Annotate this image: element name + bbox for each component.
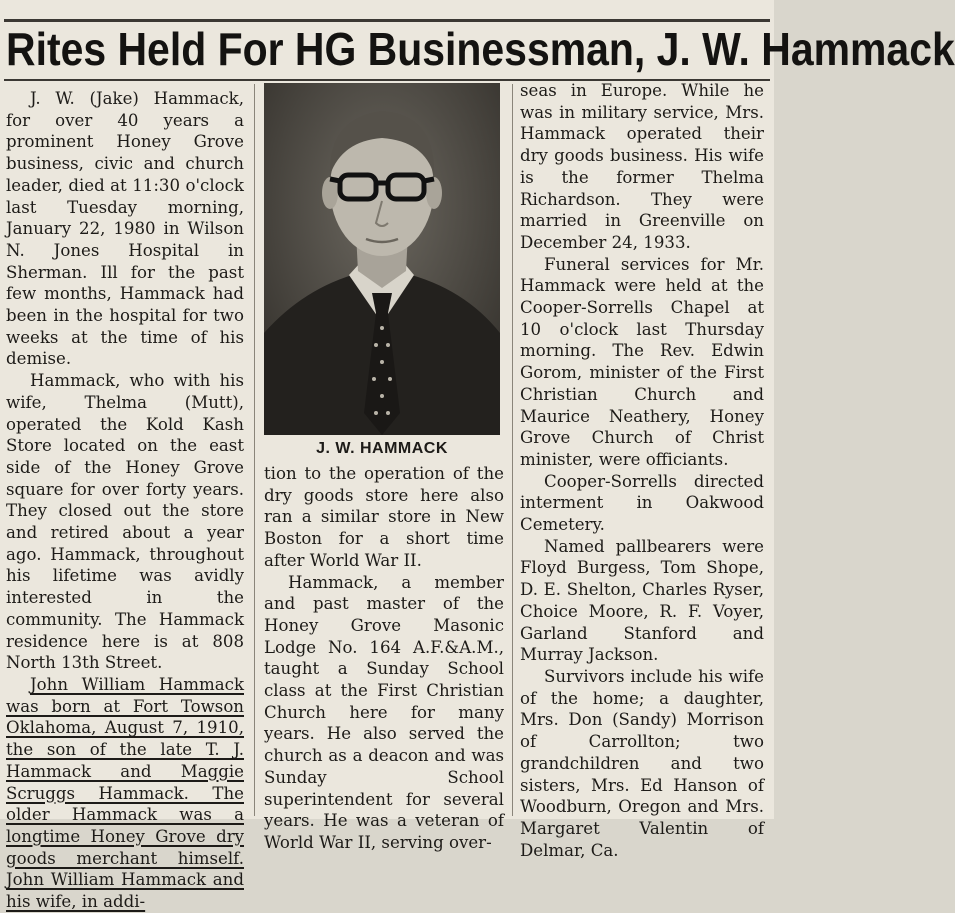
column-divider: [512, 84, 513, 816]
paragraph-new-boston-store: tion to the operation of the dry goods store here also ran a similar store in New Boston for a short time after World War II.: [264, 464, 504, 570]
paragraph-military-service: seas in Europe. While he was in military service, Mrs. Hammack operated their dry goods business. His wife is the former Thelma Richardson. They were married in Greenville on December 24, 1933.: [520, 81, 764, 252]
paragraph-survivors: Survivors include his wife of the home; a daughter, Mrs. Don (Sandy) Morrison of Carrollton; two grandchildren and two sisters, Mrs. Ed Hanson of Woodburn, Oregon and Mrs. Margaret Valentin of Delmar, Ca.: [520, 666, 764, 860]
portrait-illustration: [264, 83, 500, 435]
paragraph-death-notice: J. W. (Jake) Hammack, for over 40 years a prominent Honey Grove business, civic and church leader, died at 11:30 o'clock last Tuesday morning, January 22, 1980 in Wilson N. Jones Hospital in Sherman. Ill for the past few months, Hammack had been in the hospital for two weeks at the time of his demise.: [6, 89, 244, 369]
headline: Rites Held For HG Businessman, J. W. Hammack: [6, 23, 955, 75]
paragraph-kold-kash-store: Hammack, who with his wife, Thelma (Mutt), operated the Kold Kash Store located on the east side of the Honey Grove square for over forty years. They closed out the store and retired about a year ago. Hammack, throughout his lifetime was avidly interested in the community. The Hammack residence here is at 808 North 13th Street.: [6, 371, 244, 673]
paragraph-pallbearers: Named pallbearers were Floyd Burgess, Tom Shope, D. E. Shelton, Charles Ryser, Choice Moore, R. F. Voyer, Garland Stanford and Murray Jackson.: [520, 536, 764, 665]
paragraph-birth: John William Hammack was born at Fort Towson Oklahoma, August 7, 1910, the son of the late T. J. Hammack and Maggie Scruggs Hammack. The older Hammack was a longtime Honey Grove dry goods merchant himself. John William Hammack and his wife, in addi-: [6, 674, 244, 912]
paragraph-funeral-services: Funeral services for Mr. Hammack were held at the Cooper-Sorrells Chapel at 10 o'clock last Thursday morning. The Rev. Edwin Gorom, minister of the First Christian Church and Maurice Neathery, Honey Grove Church of Christ minister, were officiants.: [520, 254, 764, 469]
portrait-photo: [264, 83, 500, 435]
column-divider: [254, 84, 255, 816]
article-column-1: [6, 88, 244, 913]
article-column-3: [520, 80, 764, 861]
paragraph-interment: Cooper-Sorrells directed interment in Oakwood Cemetery.: [520, 471, 764, 535]
photo-caption: J. W. HAMMACK: [316, 440, 448, 457]
paragraph-masonic-lodge: Hammack, a member and past master of the Honey Grove Masonic Lodge No. 164 A.F.&A.M., taught a Sunday School class at the First Christian Church here for many years. He also served the church as a deacon and was Sunday School superintendent for several years. He was a veteran of World War II, serving over-: [264, 572, 504, 852]
article-column-2: [264, 463, 504, 854]
